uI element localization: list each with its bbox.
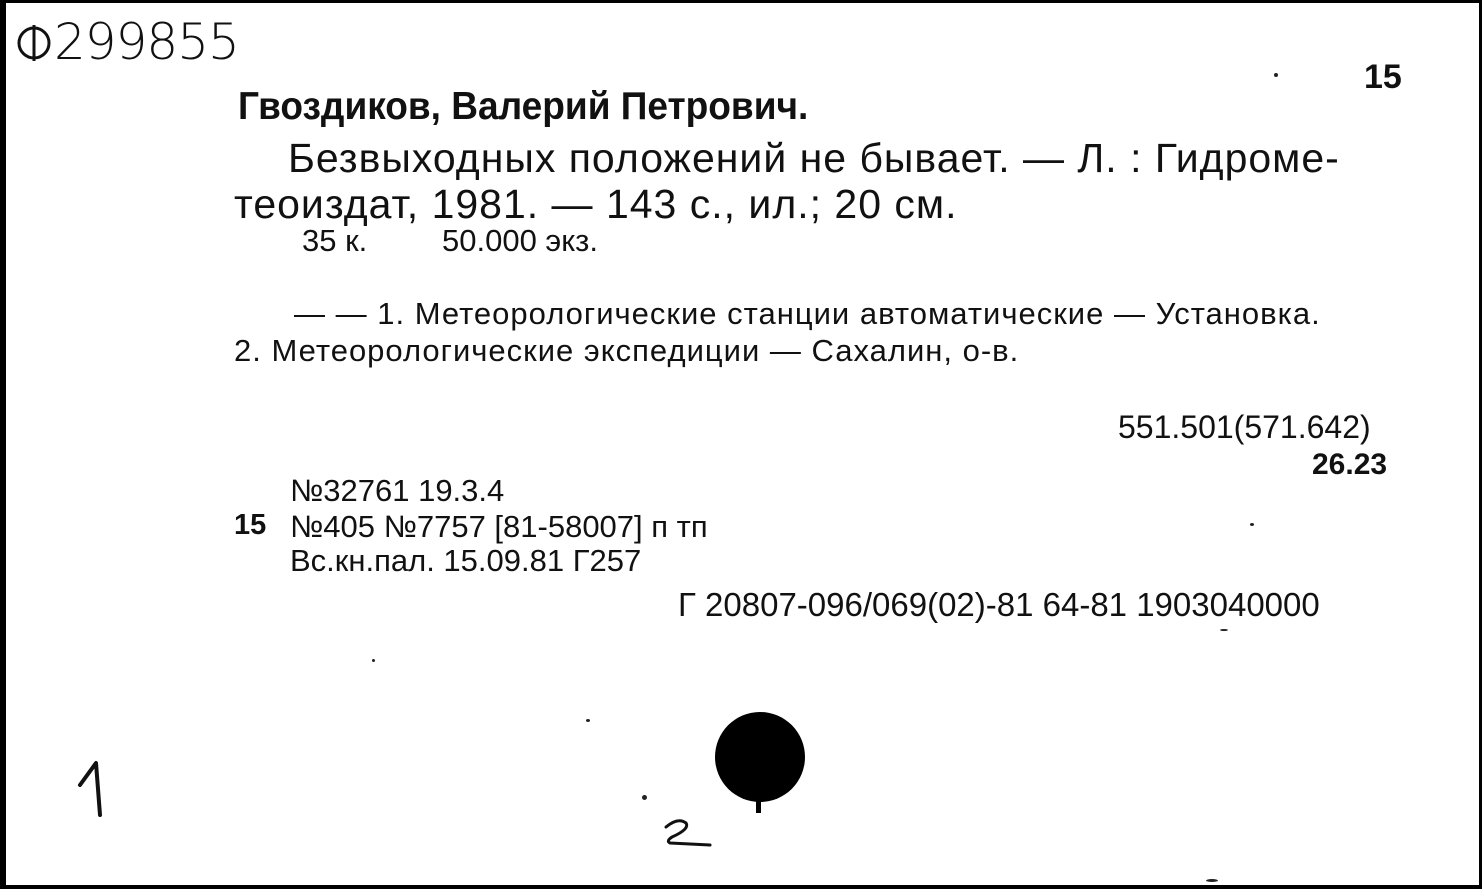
registration-line-2-number: 15 [234,509,267,541]
inventory-stamp [14,13,239,71]
print-run: 50.000 экз. [442,223,598,258]
handwritten-mark-1 [74,759,114,824]
handwritten-mark-2 [660,815,716,854]
udc-code: 551.501(571.642) [1118,409,1371,445]
author-heading: Гвоздиков, Валерий Петрович. [238,85,809,128]
stamp-mark-icon [14,21,54,61]
speck [1220,629,1228,631]
speck [372,659,375,662]
title-line-2: теоиздат, 1981. — 143 с., ил.; 20 см. [234,181,958,227]
speck [1250,523,1254,526]
subject-line-1: — — 1. Метеорологические станции автоматические — Установка. [294,296,1321,331]
subject-line-2: 2. Метеорологические экспедиции — Сахалин, о-в. [234,333,1020,368]
speck [586,719,590,722]
corner-number: 15 [1364,58,1402,96]
registration-line-2: №405 №7757 [81-58007] п тп [290,509,708,544]
index-line: Г 20807-096/069(02)-81 64-81 1903040000 [678,586,1320,623]
price: 35 к. [302,223,368,258]
speck [1206,879,1218,882]
speck [642,795,647,800]
registration-line-1: №32761 19.3.4 [290,473,505,508]
bbk-code: 26.23 [1312,448,1388,481]
title-line-1: Безвыходных положений не бывает. — Л. : Гидроме- [288,135,1340,181]
registration-line-3: Вс.кн.пал. 15.09.81 Г257 [290,543,642,578]
speck [1274,73,1278,77]
stamp-number: 299855 [54,13,239,71]
ink-blot [714,709,810,822]
